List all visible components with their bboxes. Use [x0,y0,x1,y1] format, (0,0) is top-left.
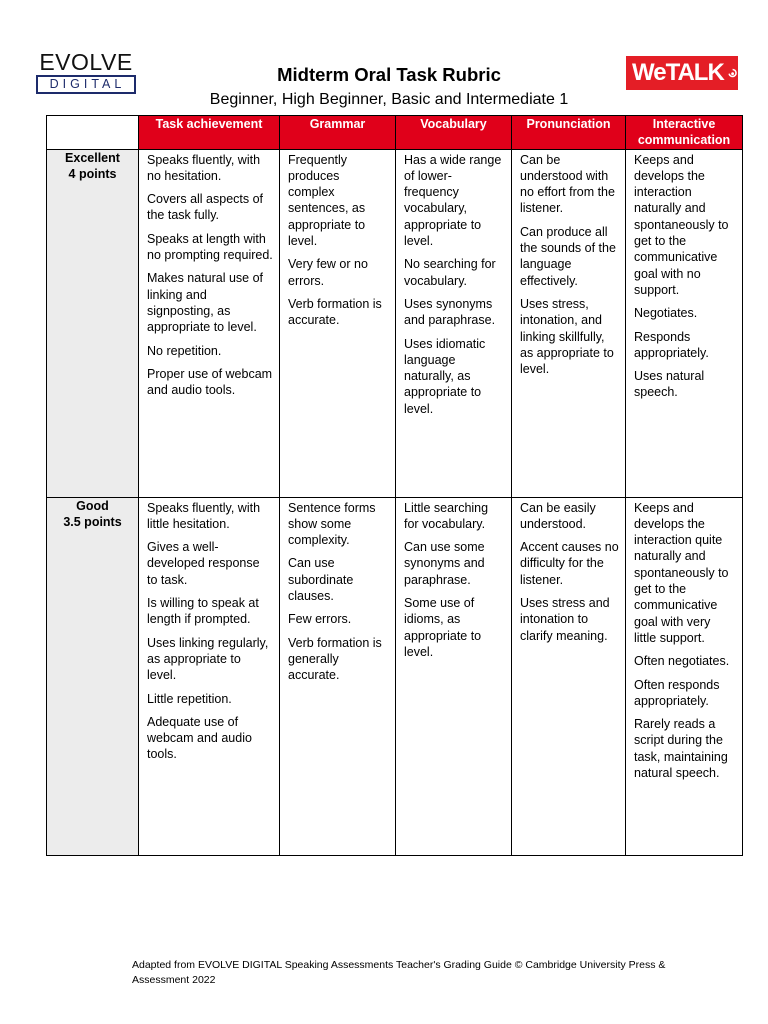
criterion-text: Rarely reads a script during the task, maintaining natural speech. [634,717,728,781]
page-subtitle: Beginner, High Beginner, Basic and Intermediate 1 [209,91,569,108]
criterion-text: Uses idiomatic language naturally, as appropriate to level. [404,336,486,416]
column-header-vocabulary: Vocabulary [396,116,512,150]
criterion-text: Often negotiates. [634,654,730,669]
criterion-text: Has a wide range of lower-frequency vocabulary, appropriate to level. [404,152,502,249]
criterion-text: Verb formation is generally accurate. [288,635,382,683]
criterion-text: Speaks fluently, with little hesitation. [147,500,261,531]
table-header-row [47,116,743,150]
criteria-cell [396,149,512,497]
criterion-text: Keeps and develops the interaction naturally and spontaneously to get to the communicative goal with no support. [634,152,729,297]
column-header-grammar: Grammar [280,116,396,150]
criterion-text: Can be easily understood. [520,500,596,531]
level-cell-excellent [47,149,139,497]
criterion-text: Can use some synonyms and paraphrase. [404,540,485,587]
criterion-text: Covers all aspects of the task fully. [147,192,264,223]
level-name: Good [76,498,109,513]
criterion-text: Negotiates. [634,306,698,321]
footer-credit: Adapted from EVOLVE DIGITAL Speaking Assessments Teacher's Grading Guide © Cambridge University Press & Assessment 2022 [132,959,666,986]
criterion-text: Can use subordinate clauses. [288,556,354,604]
criterion-text: Few errors. [288,612,352,627]
criterion-text: Verb formation is accurate. [288,296,382,328]
criterion-text: Some use of idioms, as appropriate to level. [404,596,482,659]
criterion-text: Uses linking regularly, as appropriate to level. [147,635,269,683]
criterion-text: Keeps and develops the interaction quite naturally and spontaneously to get to the communicative goal with very little support. [634,500,729,645]
criterion-text: Accent causes no difficulty for the listener. [520,540,619,587]
criterion-text: Little repetition. [147,691,232,706]
rubric-table [46,115,743,856]
criterion-text: Often responds appropriately. [634,677,720,708]
logo-we-text: We [632,59,666,86]
table-row-good [47,497,743,855]
criterion-text: Uses synonyms and paraphrase. [404,296,496,328]
level-cell-good [47,497,139,855]
criterion-text: No searching for vocabulary. [404,257,496,288]
criteria-cell [396,497,512,855]
level-points: 4 points [68,166,117,181]
criterion-text: Can produce all the sounds of the language effectively. [520,224,616,288]
level-points: 3.5 points [63,514,122,529]
criterion-text: Sentence forms show some complexity. [288,500,376,548]
criterion-text: Very few or no errors. [288,257,368,288]
table-row-excellent [47,149,743,497]
criterion-text: Responds appropriately. [634,329,709,360]
criteria-cell [280,149,396,497]
criterion-text: Proper use of webcam and audio tools. [147,366,273,398]
criterion-text: No repetition. [147,343,222,358]
criteria-cell [139,149,280,497]
criteria-cell [280,497,396,855]
criterion-text: Uses stress and intonation to clarify meaning. [520,596,610,643]
column-header-task-achievement: Task achievement [139,116,280,150]
criterion-text: Can be understood with no effort from the listener. [520,152,615,216]
level-name: Excellent [65,150,120,165]
criterion-text: Gives a well-developed response to task. [147,540,260,587]
criterion-text: Makes natural use of linking and signposting, as appropriate to level. [147,271,264,335]
criterion-text: Uses stress, intonation, and linking skillfully, as appropriate to level. [520,296,614,377]
criterion-text: Speaks at length with no prompting required. [147,231,273,263]
criteria-cell [626,497,743,855]
criterion-text: Is willing to speak at length if prompted. [147,596,259,627]
logo-talk-text: TALK [665,59,724,86]
criterion-text: Uses natural speech. [634,369,705,400]
criteria-cell [512,497,626,855]
criteria-cell [626,149,743,497]
column-header-interactive-communication: Interactive communication [626,116,743,150]
logo-evolve-text: EVOLVE [39,49,133,75]
page-title: Midterm Oral Task Rubric [277,64,501,85]
criterion-text: Speaks fluently, with no hesitation. [147,152,261,183]
logo-digital-text: DIGITAL [36,75,136,94]
criterion-text: Adequate use of webcam and audio tools. [147,714,252,762]
column-header-pronunciation: Pronunciation [512,116,626,150]
criterion-text: Frequently produces complex sentences, as appropriate to level. [288,152,366,249]
criteria-cell [139,497,280,855]
criteria-cell [512,149,626,497]
criterion-text: Little searching for vocabulary. [404,500,489,531]
table-corner-cell [47,116,139,150]
